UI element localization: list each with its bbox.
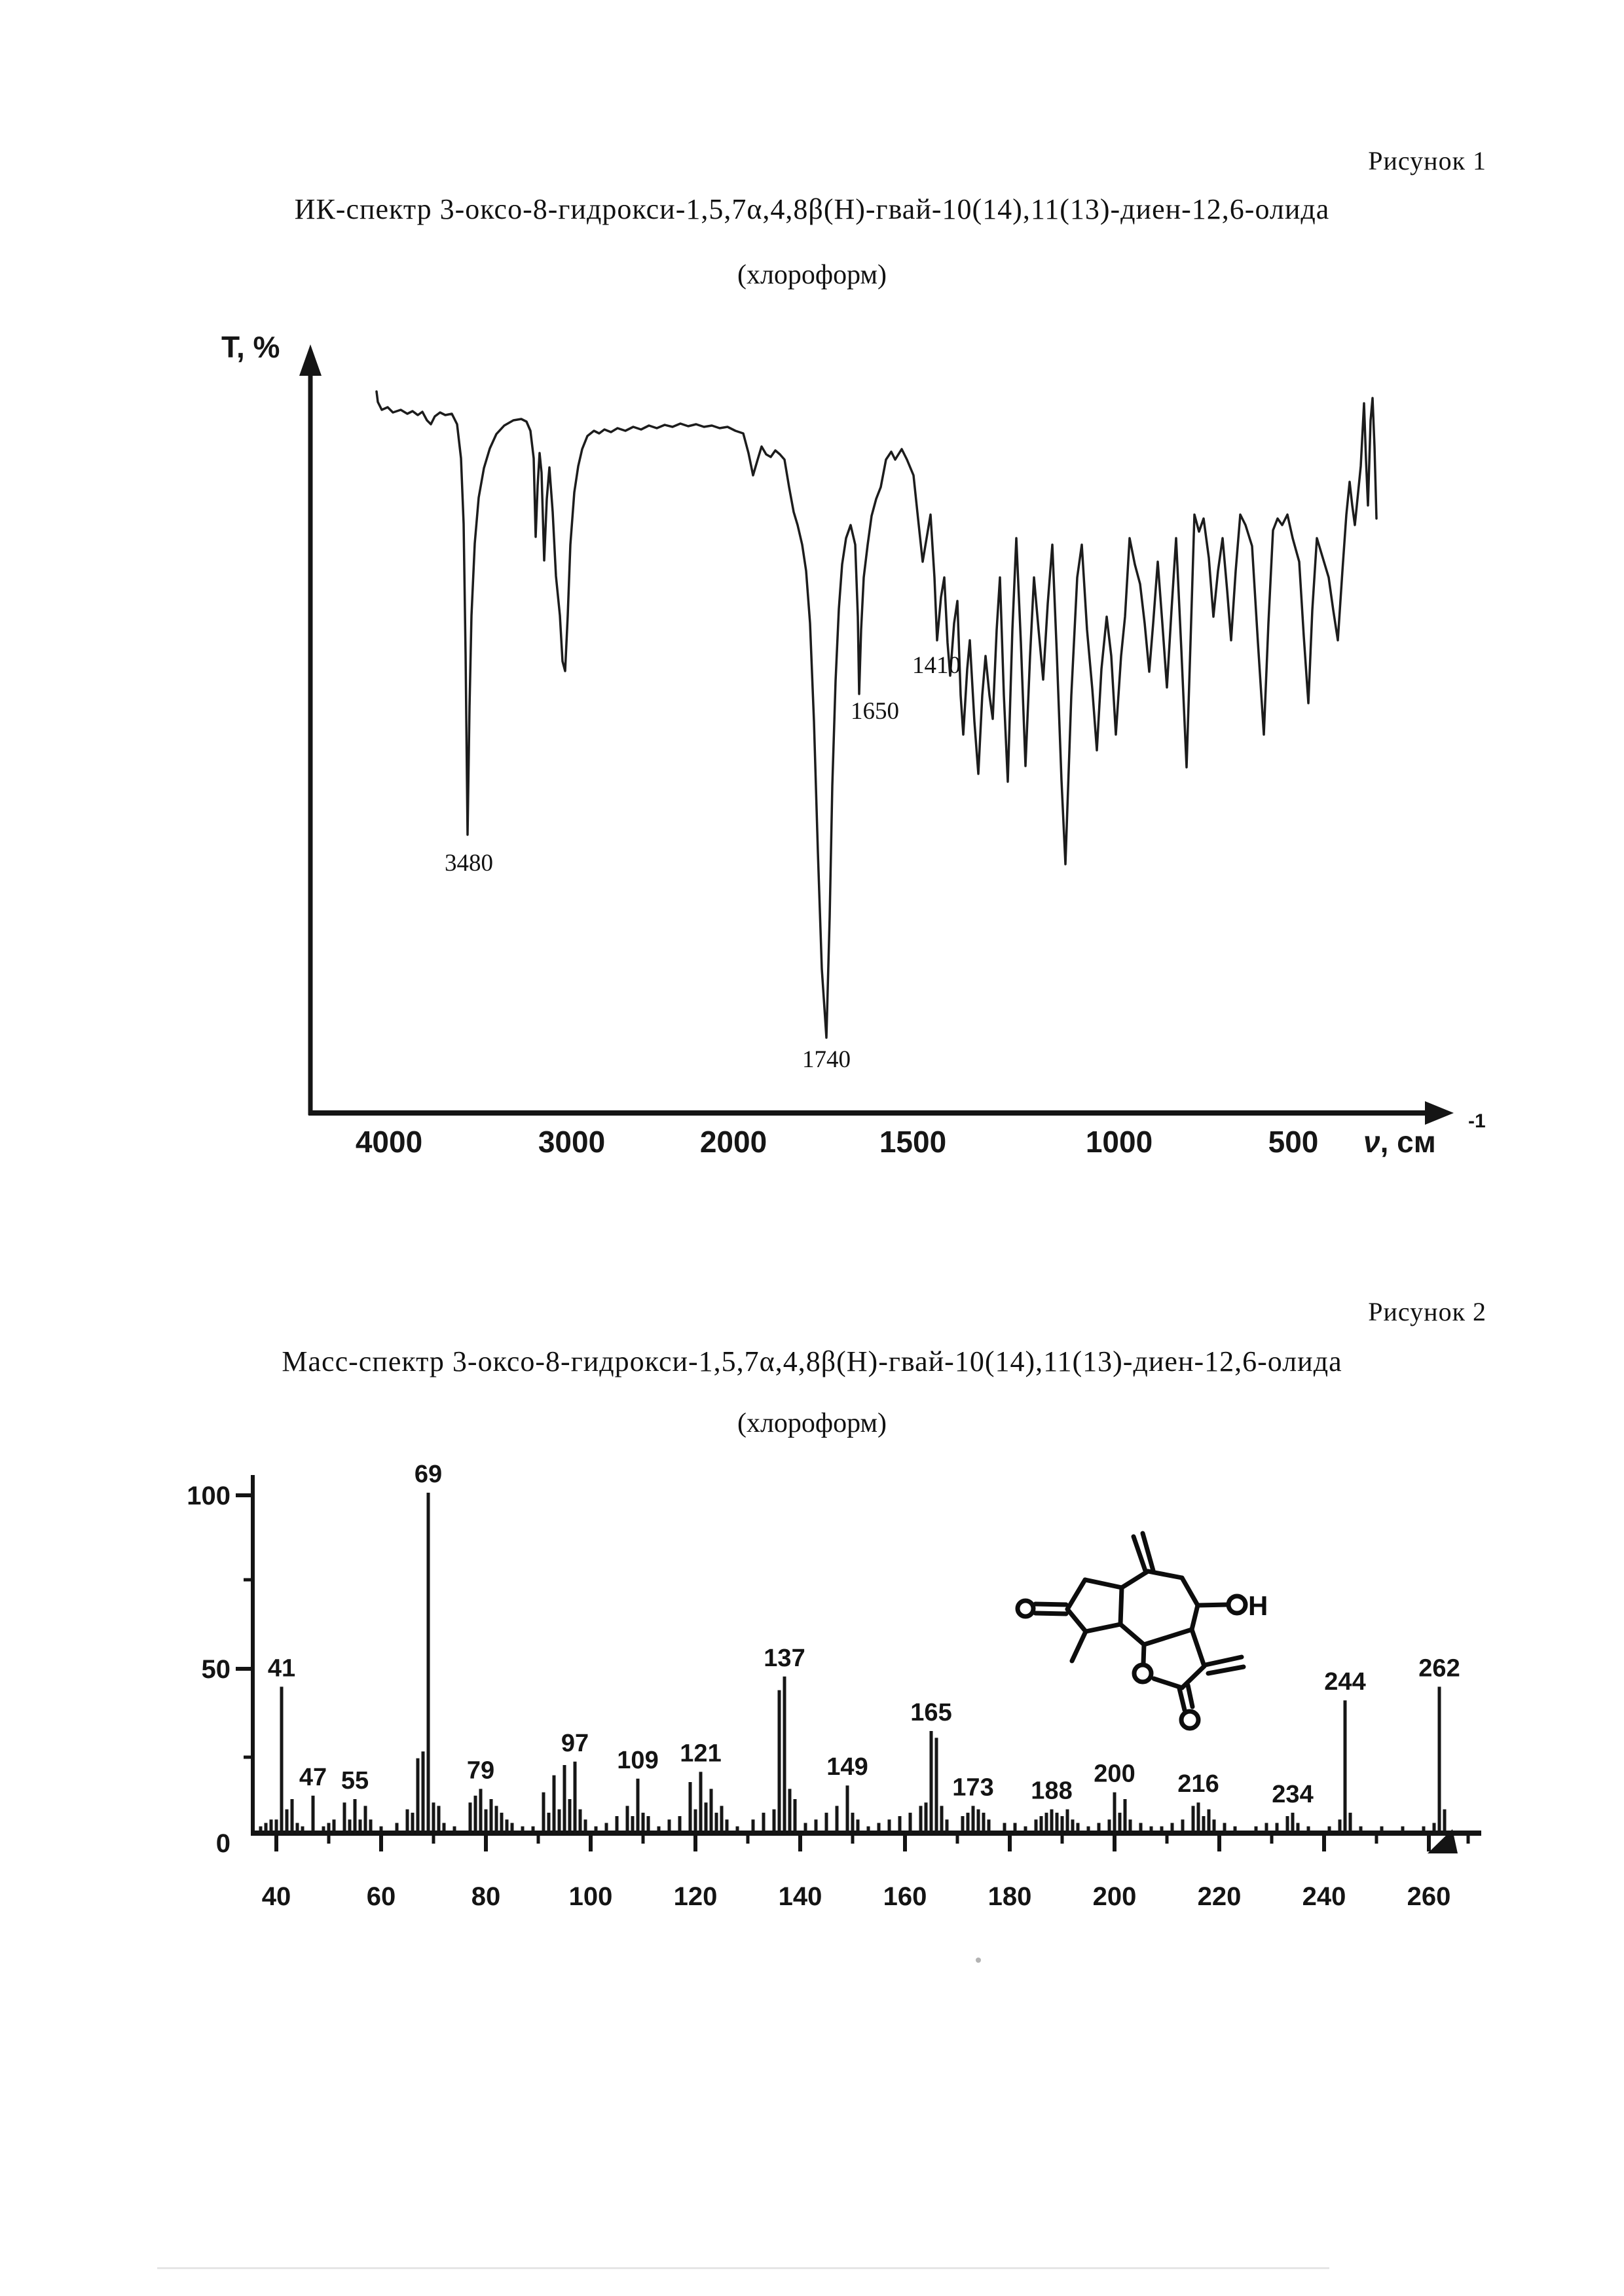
- scan-artifact-line: [157, 2267, 1329, 2269]
- structure-bond-12: [1182, 1666, 1204, 1688]
- structure-hydroxyl-h-label: H: [1248, 1590, 1268, 1621]
- ms-x-tick-label-160: 160: [883, 1882, 927, 1911]
- ir-x-tick-label-4000: 4000: [355, 1125, 423, 1159]
- structure-bond-7: [1182, 1578, 1198, 1605]
- ir-peak-label-3480: 3480: [445, 850, 493, 877]
- ir-x-unit-superscript: -1: [1468, 1110, 1486, 1132]
- structure-bond-16: [1035, 1613, 1066, 1614]
- ms-peak-label-262: 262: [1418, 1654, 1460, 1683]
- structure-bond-15: [1035, 1604, 1066, 1605]
- ms-x-tick-label-220: 220: [1197, 1882, 1242, 1911]
- ms-peak-label-216: 216: [1177, 1770, 1219, 1798]
- structure-bond-9: [1144, 1630, 1192, 1645]
- ir-x-tick-label-1500: 1500: [879, 1125, 947, 1159]
- ms-peak-label-188: 188: [1031, 1777, 1073, 1805]
- structure-bond-3: [1086, 1624, 1120, 1631]
- structure-bond-22: [1208, 1667, 1244, 1673]
- structure-bond-23: [1179, 1688, 1185, 1710]
- ir-x-tick-label-500: 500: [1268, 1125, 1319, 1159]
- figure1-caption: Рисунок 1: [1368, 146, 1486, 175]
- structure-bond-8: [1192, 1605, 1198, 1630]
- structure-bond-13: [1154, 1679, 1182, 1688]
- ms-peak-label-200: 200: [1094, 1760, 1135, 1788]
- structure-bond-14: [1143, 1645, 1144, 1664]
- ms-y-tick-label-100: 100: [187, 1482, 231, 1510]
- structure-bond-4: [1067, 1609, 1086, 1631]
- ms-x-tick-label-40: 40: [261, 1882, 291, 1911]
- ms-peak-label-234: 234: [1272, 1780, 1314, 1808]
- ms-peak-label-41: 41: [267, 1654, 296, 1683]
- ms-peak-label-47: 47: [299, 1763, 327, 1791]
- figure1-solvent: (хлороформ): [737, 260, 887, 290]
- ir-x-tick-label-2000: 2000: [699, 1125, 767, 1159]
- ir-x-unit-label: ν, см: [1363, 1125, 1436, 1159]
- ir-y-axis-arrow: [299, 344, 322, 376]
- ir-y-axis-label: T, %: [221, 330, 280, 364]
- ir-x-axis-arrow: [1425, 1101, 1454, 1125]
- ms-peak-label-173: 173: [952, 1774, 994, 1802]
- structure-oxygen-atom-0: [1018, 1601, 1033, 1616]
- ms-peak-label-109: 109: [617, 1746, 659, 1774]
- structure-bond-10: [1120, 1624, 1144, 1645]
- ms-peak-label-137: 137: [764, 1644, 805, 1672]
- ms-x-tick-label-100: 100: [568, 1882, 613, 1911]
- ms-peak-label-55: 55: [341, 1767, 369, 1795]
- ir-peak-label-1410: 1410: [912, 652, 961, 679]
- ms-x-tick-label-200: 200: [1092, 1882, 1137, 1911]
- ms-x-tick-label-60: 60: [366, 1882, 396, 1911]
- structure-bond-17: [1072, 1631, 1086, 1661]
- structure-oxygen-atom-1: [1134, 1665, 1151, 1682]
- figure2-caption: Рисунок 2: [1368, 1297, 1486, 1326]
- structure-oxygen-atom-3: [1181, 1711, 1198, 1728]
- structure-bond-1: [1085, 1580, 1122, 1588]
- ms-x-tick-label-260: 260: [1407, 1882, 1451, 1911]
- ir-peak-label-1740: 1740: [802, 1046, 851, 1073]
- ir-x-tick-label-3000: 3000: [538, 1125, 606, 1159]
- ms-x-tick-label-80: 80: [471, 1882, 501, 1911]
- ms-peak-label-69: 69: [414, 1461, 443, 1488]
- ms-peak-label-79: 79: [466, 1757, 495, 1785]
- ms-x-tick-label-240: 240: [1302, 1882, 1346, 1911]
- ms-x-tick-label-120: 120: [673, 1882, 718, 1911]
- structure-bond-24: [1188, 1685, 1192, 1707]
- scan-artifact-dot: [976, 1958, 981, 1963]
- ms-peak-label-165: 165: [910, 1699, 952, 1726]
- ms-y-tick-label-0: 0: [215, 1829, 231, 1858]
- ms-peak-label-97: 97: [561, 1729, 589, 1757]
- ms-x-tick-label-180: 180: [987, 1882, 1032, 1911]
- ms-x-tick-label-140: 140: [778, 1882, 822, 1911]
- structure-oxygen-atom-2: [1228, 1596, 1246, 1613]
- figure1-title: ИК-спектр 3-оксо-8-гидрокси-1,5,7α,4,8β(Н)-гвай-10(14),11(13)-диен-12,6-олида: [294, 193, 1330, 225]
- ir-peak-label-1650: 1650: [851, 698, 899, 725]
- figure2-solvent: (хлороформ): [737, 1408, 887, 1438]
- structure-bond-2: [1120, 1588, 1122, 1624]
- structure-bond-21: [1206, 1657, 1242, 1665]
- ir-x-tick-label-1000: 1000: [1085, 1125, 1153, 1159]
- figure2-title: Масс-спектр 3-оксо-8-гидрокси-1,5,7α,4,8β(Н)-гвай-10(14),11(13)-диен-12,6-олида: [282, 1345, 1342, 1377]
- ms-peak-label-149: 149: [826, 1753, 868, 1781]
- ms-peak-label-244: 244: [1324, 1668, 1366, 1696]
- structure-bond-11: [1192, 1630, 1204, 1666]
- structure-bond-0: [1067, 1580, 1085, 1609]
- ms-y-tick-label-50: 50: [201, 1655, 231, 1684]
- ms-peak-label-121: 121: [680, 1740, 722, 1768]
